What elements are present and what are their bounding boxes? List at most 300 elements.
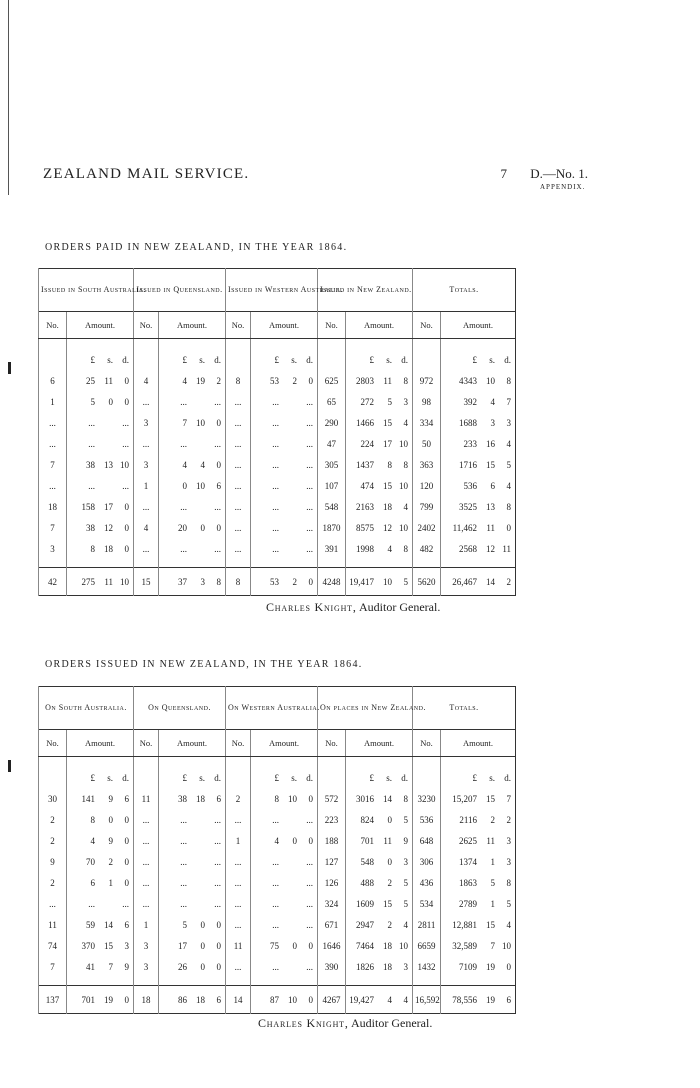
amount-pounds: ...	[272, 877, 280, 888]
count-cell: 671	[318, 914, 346, 935]
units-row	[39, 767, 516, 788]
amount-lsd	[348, 941, 410, 951]
units-cell	[441, 767, 516, 788]
doc-reference: D.—No. 1.	[530, 166, 588, 181]
amount-lsd	[348, 376, 410, 386]
amount-pence: 11	[502, 543, 512, 554]
amount-cell	[159, 538, 226, 559]
amount-pence: 6	[216, 480, 221, 491]
amount-pence: 0	[124, 501, 129, 512]
unit-label: s.	[107, 772, 114, 783]
amount-lsd	[69, 941, 131, 951]
amount-pence: ...	[214, 396, 221, 407]
amount-shillings	[285, 899, 297, 909]
signature-name: Charles Knight,	[258, 1016, 349, 1030]
unit-label: s.	[386, 772, 393, 783]
amount-pounds: 20	[178, 522, 187, 533]
amount-cell	[67, 433, 134, 454]
amount-cell	[441, 935, 516, 956]
count-cell: 11	[134, 788, 159, 809]
amount-shillings: 7	[490, 940, 496, 951]
spacer-row	[39, 977, 516, 986]
unit-label: s.	[107, 354, 113, 365]
count-cell: ...	[134, 538, 159, 559]
amount-cell	[251, 914, 318, 935]
spacer-cell	[251, 339, 318, 350]
amount-pence: 0	[124, 877, 130, 888]
amount-cell	[159, 454, 226, 475]
amount-lsd	[69, 376, 131, 386]
no-header: No.	[318, 730, 346, 757]
amount-pence: 8	[403, 459, 409, 470]
amount-pence: 0	[124, 543, 129, 554]
amount-cell	[346, 830, 413, 851]
amount-pence: 0	[308, 835, 314, 846]
amount-pence: 7	[506, 396, 512, 407]
margin-mark	[8, 362, 11, 374]
amount-lsd	[161, 418, 223, 428]
amount-lsd	[443, 899, 513, 909]
count-cell: ...	[226, 433, 251, 454]
amount-shillings: 3	[200, 576, 205, 587]
amount-pounds: ...	[272, 480, 280, 491]
unit-label: £	[182, 772, 188, 783]
spacer-cell	[159, 757, 226, 768]
unit-label: £	[472, 772, 478, 783]
amount-shillings: 19	[104, 994, 114, 1005]
amount-lsd	[348, 920, 410, 930]
amount-cell	[159, 412, 226, 433]
amount-lsd	[443, 376, 513, 386]
amount-lsd	[443, 502, 513, 512]
amount-pounds: 1688	[459, 417, 478, 428]
spacer-cell	[346, 559, 413, 568]
amount-pence: ...	[214, 856, 222, 867]
count-cell: 391	[318, 538, 346, 559]
count-cell: ...	[226, 893, 251, 914]
table-row	[39, 433, 516, 454]
amount-pence: 0	[216, 459, 221, 470]
amount-pence: ...	[214, 814, 222, 825]
spacer-cell	[226, 339, 251, 350]
amount-lsd	[161, 794, 223, 804]
amount-cell	[159, 851, 226, 872]
units-blank	[413, 767, 441, 788]
amount-pence: ...	[306, 856, 314, 867]
amount-cell	[251, 475, 318, 496]
amount-pence: 6	[216, 994, 222, 1005]
amount-cell	[441, 914, 516, 935]
amount-header: Amount.	[67, 730, 134, 757]
no-header: No.	[318, 312, 346, 339]
group-header-row	[39, 687, 516, 730]
unit-label: s.	[489, 772, 496, 783]
amount-shillings: 11	[383, 375, 393, 386]
count-cell: ...	[39, 475, 67, 496]
amount-lsd	[348, 962, 410, 972]
unit-label: d.	[214, 354, 221, 365]
table-row	[39, 370, 516, 391]
amount-pounds: 701	[81, 994, 96, 1005]
spacer-cell	[134, 559, 159, 568]
amount-cell	[67, 914, 134, 935]
amount-lsd	[253, 376, 315, 386]
amount-lsd	[69, 418, 131, 428]
count-cell: 2	[39, 809, 67, 830]
amount-pounds: 26,467	[452, 576, 478, 587]
amount-pence: 4	[506, 480, 512, 491]
amount-pounds: ...	[88, 417, 95, 428]
amount-shillings: 18	[104, 543, 113, 554]
amount-pounds: ...	[88, 438, 95, 449]
total-amount-cell	[67, 986, 134, 1014]
units-cell	[441, 349, 516, 370]
count-cell: 4	[134, 517, 159, 538]
amount-cell	[441, 788, 516, 809]
count-cell: 98	[413, 391, 441, 412]
total-amount-cell	[159, 568, 226, 596]
amount-pounds: ...	[180, 898, 188, 909]
amount-pence: ...	[306, 814, 314, 825]
amount-pence: 9	[124, 961, 130, 972]
units-cell	[67, 767, 134, 788]
spacer-cell	[413, 339, 441, 350]
amount-shillings: 0	[292, 835, 298, 846]
total-amount-cell	[67, 568, 134, 596]
amount-pounds: 272	[360, 396, 375, 407]
amount-pence: 10	[502, 940, 512, 951]
group-header: Issued in Western Australia.	[226, 269, 318, 312]
amount-lsd	[443, 878, 513, 888]
amount-pounds: ...	[180, 856, 188, 867]
amount-pence: 0	[124, 375, 129, 386]
amount-pounds: 5	[90, 396, 95, 407]
count-cell: ...	[226, 872, 251, 893]
amount-pence: 0	[308, 576, 314, 587]
amount-cell	[441, 956, 516, 977]
spacer-cell	[441, 339, 516, 350]
amount-lsd	[161, 962, 223, 972]
spacer-cell	[346, 977, 413, 986]
group-header: On Queensland.	[134, 687, 226, 730]
count-cell: 120	[413, 475, 441, 496]
count-cell: ...	[226, 391, 251, 412]
group-header: On South Australia.	[39, 687, 134, 730]
units-lsd	[348, 773, 410, 783]
amount-shillings	[193, 815, 205, 825]
units-blank	[39, 767, 67, 788]
table-row	[39, 788, 516, 809]
amount-shillings: 4	[490, 396, 496, 407]
count-cell: 305	[318, 454, 346, 475]
amount-pence: 3	[506, 417, 512, 428]
units-cell	[346, 767, 413, 788]
amount-cell	[441, 830, 516, 851]
count-cell: 74	[39, 935, 67, 956]
amount-lsd	[443, 544, 513, 554]
unit-label: s.	[291, 772, 298, 783]
amount-pence: 7	[506, 793, 512, 804]
amount-pounds: 6	[90, 877, 96, 888]
count-cell: ...	[134, 809, 159, 830]
amount-pence: ...	[306, 961, 314, 972]
amount-pounds: 1374	[459, 856, 478, 867]
amount-cell	[346, 496, 413, 517]
amount-cell	[159, 956, 226, 977]
count-cell: ...	[226, 496, 251, 517]
amount-pounds: 5	[182, 919, 188, 930]
amount-shillings: 2	[490, 814, 496, 825]
amount-shillings: 5	[490, 877, 496, 888]
amount-cell	[346, 475, 413, 496]
amount-header: Amount.	[159, 730, 226, 757]
amount-pence: ...	[214, 438, 221, 449]
amount-shillings: 15	[486, 919, 496, 930]
amount-pence: 0	[506, 522, 512, 533]
amount-shillings: 2	[292, 576, 298, 587]
amount-cell	[441, 517, 516, 538]
unit-label: s.	[386, 354, 393, 365]
amount-pence: 0	[216, 961, 222, 972]
amount-lsd	[443, 397, 513, 407]
amount-pounds: 1716	[459, 459, 478, 470]
amount-lsd	[161, 523, 223, 533]
count-cell: 126	[318, 872, 346, 893]
amount-pounds: 4343	[459, 375, 478, 386]
amount-pence: 8	[403, 543, 409, 554]
amount-shillings: 5	[387, 396, 393, 407]
amount-pence: ...	[306, 417, 314, 428]
amount-pounds: 2789	[459, 898, 478, 909]
count-cell: 436	[413, 872, 441, 893]
amount-shillings	[193, 857, 205, 867]
amount-cell	[67, 496, 134, 517]
count-cell: 1432	[413, 956, 441, 977]
amount-lsd	[443, 857, 513, 867]
amount-pence: 6	[216, 793, 222, 804]
amount-lsd	[69, 397, 131, 407]
group-header: Issued in Queensland.	[134, 269, 226, 312]
amount-header: Amount.	[441, 730, 516, 757]
margin-mark	[8, 760, 11, 772]
amount-pounds: 233	[463, 438, 478, 449]
amount-cell	[67, 851, 134, 872]
count-cell: 107	[318, 475, 346, 496]
amount-lsd	[253, 995, 315, 1005]
amount-pence: 3	[403, 856, 409, 867]
amount-pence: ...	[214, 501, 221, 512]
count-cell: ...	[39, 433, 67, 454]
total-count-cell: 18	[134, 986, 159, 1014]
orders-issued-table	[38, 686, 516, 1014]
amount-cell	[159, 935, 226, 956]
amount-cell	[67, 391, 134, 412]
count-cell: ...	[134, 851, 159, 872]
amount-pounds: 0	[182, 480, 187, 491]
amount-pounds: 2568	[459, 543, 478, 554]
amount-lsd	[253, 418, 315, 428]
amount-cell	[251, 851, 318, 872]
subheader-row	[39, 312, 516, 339]
amount-lsd	[443, 794, 513, 804]
count-cell: 548	[318, 496, 346, 517]
amount-pence: 5	[506, 459, 512, 470]
amount-shillings	[193, 878, 205, 888]
spacer-cell	[318, 339, 346, 350]
no-header: No.	[413, 312, 441, 339]
amount-cell	[346, 851, 413, 872]
count-cell: 7	[39, 517, 67, 538]
amount-shillings: 13	[104, 459, 113, 470]
amount-pence: ...	[306, 480, 314, 491]
totals-row	[39, 568, 516, 596]
amount-shillings: 0	[200, 522, 205, 533]
amount-pence: ...	[122, 438, 129, 449]
amount-pounds: 4	[182, 459, 187, 470]
amount-shillings: 10	[196, 417, 205, 428]
amount-pounds: ...	[180, 501, 187, 512]
count-cell: ...	[226, 914, 251, 935]
count-cell: 188	[318, 830, 346, 851]
total-amount-cell	[346, 568, 413, 596]
count-cell: 4	[134, 370, 159, 391]
count-cell: 8	[226, 370, 251, 391]
amount-pence: 0	[124, 814, 130, 825]
amount-lsd	[348, 815, 410, 825]
amount-pounds: 158	[81, 501, 95, 512]
amount-cell	[67, 809, 134, 830]
amount-cell	[159, 496, 226, 517]
amount-cell	[346, 914, 413, 935]
amount-pence: 3	[506, 856, 512, 867]
unit-label: d.	[504, 354, 512, 365]
amount-pounds: 53	[270, 576, 280, 587]
amount-shillings: 15	[383, 898, 393, 909]
amount-pounds: 38	[86, 459, 95, 470]
amount-lsd	[161, 544, 223, 554]
no-header: No.	[413, 730, 441, 757]
amount-cell	[67, 788, 134, 809]
amount-cell	[251, 412, 318, 433]
count-cell: 363	[413, 454, 441, 475]
amount-shillings: 18	[383, 961, 393, 972]
amount-shillings: 11	[104, 576, 113, 587]
amount-pence: 8	[216, 576, 221, 587]
amount-pounds: ...	[180, 835, 188, 846]
amount-shillings	[101, 418, 113, 428]
amount-shillings: 13	[486, 501, 496, 512]
total-count-cell: 16,592	[413, 986, 441, 1014]
count-cell: 7	[39, 956, 67, 977]
amount-pounds: ...	[272, 417, 280, 428]
appendix-label: APPENDIX.	[540, 183, 586, 191]
amount-pence: 10	[399, 480, 409, 491]
no-header: No.	[39, 730, 67, 757]
amount-shillings: 7	[108, 961, 114, 972]
spacer-cell	[226, 977, 251, 986]
amount-pence: 6	[124, 793, 130, 804]
count-cell: 6	[39, 370, 67, 391]
total-amount-cell	[251, 568, 318, 596]
amount-cell	[346, 370, 413, 391]
spacer-cell	[67, 339, 134, 350]
amount-pounds: 1437	[356, 459, 375, 470]
count-cell: 9	[39, 851, 67, 872]
amount-shillings: 17	[104, 501, 113, 512]
amount-lsd	[348, 460, 410, 470]
amount-pounds: 8	[274, 793, 280, 804]
amount-lsd	[348, 995, 410, 1005]
amount-cell	[67, 370, 134, 391]
amount-lsd	[253, 920, 315, 930]
amount-shillings	[193, 544, 205, 554]
count-cell: 50	[413, 433, 441, 454]
amount-pence: 8	[506, 501, 512, 512]
unit-label: £	[369, 354, 375, 365]
amount-shillings: 0	[200, 961, 206, 972]
amount-lsd	[348, 899, 410, 909]
group-header: On Western Australia.	[226, 687, 318, 730]
amount-pounds: ...	[180, 396, 187, 407]
amount-pounds: 75	[270, 940, 280, 951]
amount-shillings: 0	[387, 856, 393, 867]
count-cell: 30	[39, 788, 67, 809]
amount-cell	[251, 788, 318, 809]
amount-shillings	[285, 481, 297, 491]
spacer-cell	[159, 559, 226, 568]
amount-cell	[159, 475, 226, 496]
amount-pence: ...	[122, 480, 129, 491]
total-amount-cell	[441, 568, 516, 596]
amount-pounds: 141	[81, 793, 96, 804]
spacer-cell	[67, 977, 134, 986]
amount-lsd	[443, 460, 513, 470]
amount-pounds: ...	[180, 814, 188, 825]
amount-lsd	[443, 523, 513, 533]
amount-lsd	[443, 920, 513, 930]
amount-pounds: 824	[360, 814, 375, 825]
amount-cell	[251, 454, 318, 475]
amount-pounds: ...	[272, 459, 280, 470]
amount-pence: ...	[306, 396, 314, 407]
count-cell: ...	[226, 809, 251, 830]
amount-cell	[251, 893, 318, 914]
amount-shillings	[101, 899, 113, 909]
amount-pounds: 38	[178, 793, 188, 804]
amount-pence: 6	[124, 919, 130, 930]
amount-lsd	[253, 502, 315, 512]
amount-lsd	[348, 439, 410, 449]
amount-header: Amount.	[441, 312, 516, 339]
amount-lsd	[69, 857, 131, 867]
signature-role: Auditor General.	[351, 1016, 433, 1030]
amount-pounds: 26	[178, 961, 188, 972]
amount-lsd	[69, 523, 131, 533]
amount-cell	[346, 935, 413, 956]
units-cell	[346, 349, 413, 370]
amount-cell	[67, 935, 134, 956]
amount-cell	[67, 454, 134, 475]
count-cell: ...	[39, 412, 67, 433]
amount-cell	[67, 412, 134, 433]
units-blank	[318, 767, 346, 788]
amount-shillings: 9	[108, 835, 114, 846]
amount-shillings: 12	[104, 522, 113, 533]
amount-pence: 10	[120, 576, 129, 587]
amount-pounds: 7	[182, 417, 187, 428]
amount-shillings	[285, 439, 297, 449]
amount-cell	[67, 538, 134, 559]
